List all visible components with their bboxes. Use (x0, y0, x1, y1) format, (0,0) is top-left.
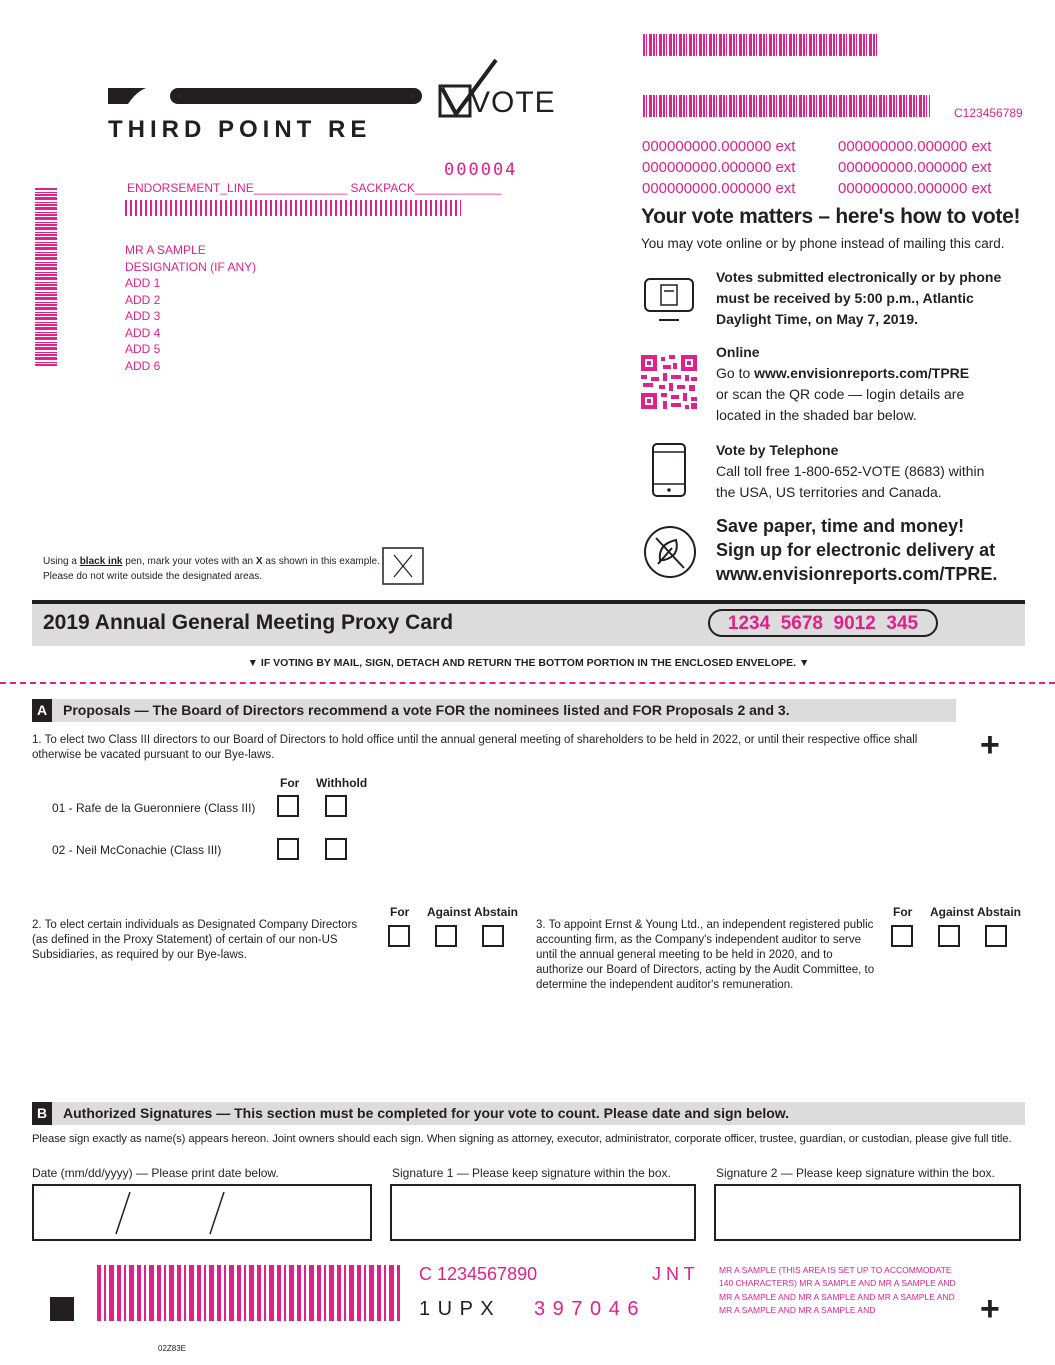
jnt-code: J N T (652, 1264, 695, 1284)
online-text: Go to (716, 365, 755, 381)
nominee-01-withhold-checkbox[interactable] (325, 795, 347, 817)
nominee-02-withhold-checkbox[interactable] (325, 838, 347, 860)
p2-col-for: For (390, 905, 410, 919)
sequence-number: 000004 (444, 160, 518, 180)
p3-col-abstain: Abstain (977, 905, 1022, 919)
address-line: ADD 6 (125, 358, 161, 373)
card-title: 2019 Annual General Meeting Proxy Card (43, 611, 454, 634)
ext-row (642, 136, 1022, 157)
registration-plus-bottom: + (980, 1290, 1000, 1328)
address-line: ADD 4 (125, 325, 161, 340)
ink-text: Using a (43, 556, 80, 567)
p3-col-against: Against (930, 905, 975, 919)
side-barcode (35, 188, 57, 366)
online-line (716, 363, 1006, 384)
bottom-barcode (97, 1265, 400, 1321)
paper-url-link[interactable]: www.envisionreports.com/TPRE. (716, 564, 998, 584)
upx-code: 1 U P X (419, 1298, 495, 1320)
address-line: DESIGNATION (IF ANY) (125, 259, 257, 274)
online-block (716, 342, 1006, 426)
endorsement-line: ENDORSEMENT_LINE______________ SACKPACK_____________ (127, 181, 502, 195)
p3-against-checkbox[interactable] (938, 925, 960, 947)
nominee-02-for-checkbox[interactable] (277, 838, 299, 860)
ink-line (43, 554, 380, 569)
date-field[interactable] (32, 1184, 372, 1241)
signature-instructions: Please sign exactly as name(s) appears hereon. Joint owners should each sign. When signing as attorney, executor, administrator, corporate officer, trustee, guardian, or custodian, please give full title. (32, 1133, 1012, 1145)
vote-subline: You may vote online or by phone instead of mailing this card. (641, 236, 1005, 251)
form-code: 02Z83E (158, 1344, 187, 1353)
registration-square (50, 1297, 74, 1321)
p2-col-abstain: Abstain (474, 905, 519, 919)
proposal-1-text: 1. To elect two Class III directors to our Board of Directors to hold office until the annual general meeting of shareholders to be held in 2022, or until their respective office shall otherwise be vacated pursuant to our Bye-laws. (32, 734, 918, 761)
job-number: 3 9 7 0 4 6 (534, 1298, 640, 1320)
postnet-barcode (125, 200, 461, 216)
p3-abstain-checkbox[interactable] (985, 925, 1007, 947)
ext-value: 000000000.000000 ext (838, 159, 992, 176)
vote-text: VOTE (470, 86, 556, 119)
nominee-02: 02 - Neil McConachie (Class III) (52, 843, 222, 857)
ext-value: 000000000.000000 ext (838, 180, 992, 197)
phone-text: Call toll free 1-800-652-VOTE (8683) within the USA, US territories and Canada. (716, 463, 985, 500)
address-line: ADD 3 (125, 309, 161, 323)
ext-row (642, 178, 1022, 199)
deadline-text: Votes submitted electronically or by phone must be received by 5:00 p.m., Atlantic Daylight Time, on May 7, 2019. (716, 269, 1002, 327)
online-title: Online (716, 344, 760, 360)
col-for-header: For (280, 776, 300, 790)
address-line: ADD 1 (125, 276, 161, 290)
top-barcode (643, 34, 879, 56)
paper-block (716, 514, 997, 586)
c-number: C 1234567890 (419, 1264, 538, 1284)
online-url-link[interactable]: www.envisionreports.com/TPRE (754, 365, 970, 381)
address-line: ADD 2 (125, 292, 161, 307)
ext-value: 000000000.000000 ext (838, 138, 992, 155)
p2-against-checkbox[interactable] (435, 925, 457, 947)
section-b-letter: B (32, 1102, 52, 1125)
qr-code-icon (641, 355, 699, 411)
phone-icon (650, 442, 688, 498)
p3-for-checkbox[interactable] (891, 925, 913, 947)
ext-value: 000000000.000000 ext (642, 138, 796, 155)
signature-2-label: Signature 2 — Please keep signature within the box. (716, 1166, 995, 1180)
ink-bold: black ink (79, 556, 123, 567)
ext-grid (642, 136, 1022, 199)
address-line: MR A SAMPLE (125, 243, 206, 257)
control-id: C123456789 (954, 106, 1023, 120)
section-b-title: Authorized Signatures — This section must be completed for your vote to count. Please date and sign below. (63, 1105, 790, 1121)
online-text-post: or scan the QR code — login details are located in the shaded bar below. (716, 386, 965, 423)
date-separators (34, 1186, 370, 1239)
ink-line2: Please do not write outside the designated areas. (43, 571, 263, 582)
ext-row (642, 157, 1022, 178)
ext-value: 000000000.000000 ext (642, 159, 796, 176)
phone-block (716, 440, 1006, 503)
p3-col-for: For (893, 905, 913, 919)
proposal-3-text: 3. To appoint Ernst & Young Ltd., an independent registered public accounting firm, as the Company's independent auditor to serve until the annual general meeting to be held in 2020, and to authorize our Board of Directors, acting by the Audit Committee, to determine the independent auditor's remuneration. (536, 919, 875, 991)
signature-2-field[interactable] (714, 1184, 1021, 1241)
nominee-01: 01 - Rafe de la Gueronniere (Class III) (52, 801, 256, 815)
leaf-icon (642, 524, 698, 580)
registration-plus: + (980, 726, 1000, 764)
computer-icon (641, 276, 697, 324)
address-line: ADD 5 (125, 342, 161, 356)
section-a-letter: A (32, 699, 52, 722)
control-barcode (643, 95, 930, 117)
ext-value: 000000000.000000 ext (642, 180, 796, 197)
ink-x: X (255, 556, 263, 567)
detach-instructions: ▼ IF VOTING BY MAIL, SIGN, DETACH AND RETURN THE BOTTOM PORTION IN THE ENCLOSED ENVELOPE. ▼ (247, 657, 810, 669)
p2-col-against: Against (427, 905, 472, 919)
section-a-title: Proposals — The Board of Directors recommend a vote FOR the nominees listed and FOR Proposals 2 and 3. (63, 702, 790, 718)
paper-line: Sign up for electronic delivery at (716, 540, 996, 560)
p2-abstain-checkbox[interactable] (482, 925, 504, 947)
col-withhold-header: Withhold (316, 776, 368, 790)
ink-instructions (43, 554, 380, 584)
phone-title: Vote by Telephone (716, 442, 839, 458)
card-code: 1234 5678 9012 345 (708, 609, 938, 637)
x-example-box (382, 547, 424, 585)
proposal-2-text: 2. To elect certain individuals as Designated Company Directors (as defined in the Proxy Statement) of certain of our non-US Subsidiaries, as required by our Bye-laws. (32, 919, 358, 961)
p2-for-checkbox[interactable] (388, 925, 410, 947)
detach-line (0, 682, 1055, 684)
ink-text: pen, mark your votes with an (122, 556, 256, 567)
logo-swoosh (108, 86, 423, 106)
vote-headline: Your vote matters – here's how to vote! (641, 205, 1021, 228)
address-block (125, 242, 256, 374)
paper-line: Save paper, time and money! (716, 516, 965, 536)
nominee-01-for-checkbox[interactable] (277, 795, 299, 817)
company-name: THIRD POINT RE (108, 116, 372, 143)
signature-1-label: Signature 1 — Please keep signature within the box. (392, 1166, 671, 1180)
date-label: Date (mm/dd/yyyy) — Please print date below. (32, 1166, 279, 1180)
ink-text: as shown in this example. (262, 556, 380, 567)
signature-1-field[interactable] (390, 1184, 696, 1241)
sample-name-block: MR A SAMPLE (THIS AREA IS SET UP TO ACCOMMODATE 140 CHARACTERS) MR A SAMPLE AND MR A SAMPLE AND MR A SAMPLE AND MR A SAMPLE AND MR A SAMPLE AND MR A SAMPLE AND MR A SAMPLE AND (719, 1265, 956, 1315)
